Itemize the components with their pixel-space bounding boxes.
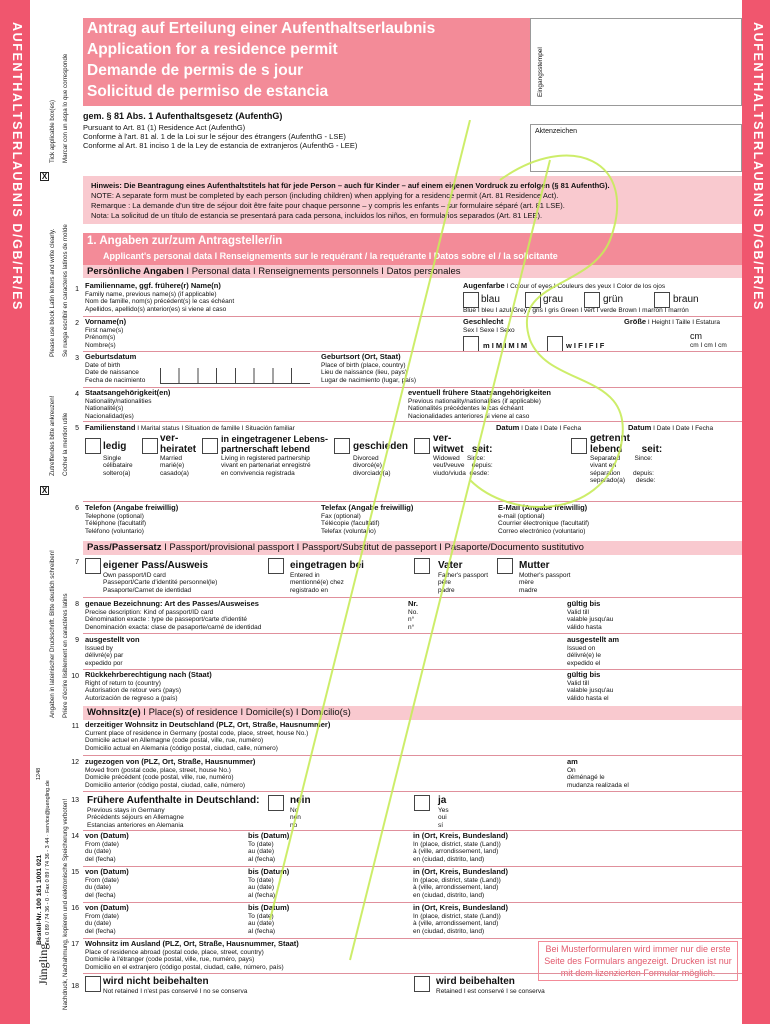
previous-stays-no-checkbox[interactable] (268, 795, 284, 811)
status-partnership-checkbox[interactable] (202, 438, 218, 454)
status-single-checkbox[interactable] (85, 438, 101, 454)
cross-example-icon: X (41, 486, 48, 495)
eyes-blue-checkbox[interactable] (463, 292, 479, 308)
mother-passport-translations: Mother's passport mère madre (519, 572, 571, 594)
passport-heading: Pass/Passersatz I Passport/provisional passport I Passport/Substitut de passeport I Pasaporte/Documento sustitutivo (87, 542, 584, 553)
birth-date-label: Geburtsdatum Date of birth Date de naissance Fecha de nacimiento (85, 352, 146, 384)
row-number: 11 (71, 723, 79, 730)
sex-female-checkbox[interactable] (547, 336, 563, 352)
passport-valid-label: gültig bis Valid till valable jusqu'au válido hasta (567, 599, 614, 631)
marital-date-label-2: Datum I Date I Date I Fecha (628, 423, 714, 432)
status-widowed-translations: Widowed Since: veuf/veuve depuis: viudo/viuda desde: (433, 455, 493, 477)
status-single: ledig (103, 441, 127, 452)
eye-color-translations: Blue I bleu I azul Grey I gris I gris Green I vert I verde Brown I marron I marrón (463, 307, 689, 314)
left-strip-title: AUFENTHALTSERLAUBNIS D/GB/FR/ES (10, 22, 24, 311)
email-label: E-Mail (Angabe freiwillig) e-mail (optional) Courrier électronique (facultatif) Correo electrónico (voluntario) (498, 503, 590, 535)
eyes-green-checkbox[interactable] (584, 292, 600, 308)
tick-example-icon: X (41, 172, 48, 181)
row-number: 1 (75, 286, 79, 293)
fax-label: Telefax (Angabe freiwillig) Fax (optional) Télécopie (facultatif) Telefax (voluntario) (321, 503, 414, 535)
status-divorced: geschieden (353, 441, 409, 452)
status-separated: getrennt lebend seit: (590, 433, 663, 455)
divider (83, 973, 742, 974)
side-instruction-block-es: Se ruega escribir en caracteres latinos de molde (62, 224, 69, 357)
entered-in: eingetragen bei (290, 560, 364, 571)
previous-stays-yes-translations: Yes oui sí (438, 807, 449, 829)
mother-passport-checkbox[interactable] (497, 558, 513, 574)
row-number: 17 (71, 941, 79, 948)
row-number: 3 (75, 355, 79, 362)
first-name-label: Vorname(n) First name(s) Prénom(s) Nombre(s) (85, 317, 127, 349)
stay-2-from-label: von (Datum) From (date) du (date) del (fecha) (85, 867, 129, 899)
title-de: Antrag auf Erteilung einer Aufenthaltserlaubnis (87, 20, 436, 37)
row-number: 15 (71, 869, 79, 876)
row-number: 7 (75, 559, 79, 566)
height-label: Größe I Height I Taille I Estatura (624, 317, 721, 326)
row-number: 2 (75, 320, 79, 327)
marital-date-label-1: Datum I Date I Date I Fecha (496, 423, 582, 432)
sex-female-label: w I F I F I F (566, 341, 605, 350)
moved-from-label: zugezogen von (PLZ, Ort, Straße, Hausnummer) Moved from (postal code, place, street, house No.) Domicile précédent (code postal, ville, rue, numéro) Domicilio anterior (código postal, ciudad, calle, número) (85, 757, 256, 789)
retained: wird beibehalten (436, 976, 515, 987)
mother-passport: Mutter (519, 560, 550, 571)
law-reference-fr: Conforme à l'art. 81 al. 1 de la Loi sur le séjour des étrangers (AufenthG - LSE) (83, 132, 346, 141)
title-en: Application for a residence permit (87, 41, 338, 58)
eye-color-label: Augenfarbe I Colour of eyes I Couleurs des yeux I Color de los ojos (463, 281, 666, 290)
status-widowed-checkbox[interactable] (414, 438, 430, 454)
own-passport-translations: Own passport/ID card Passeport/Carte d'identité personnel(le) Pasaporte/Carnet de identidad (103, 572, 218, 594)
father-passport: Vater (438, 560, 463, 571)
row-number: 10 (71, 673, 79, 680)
publisher-contact: Tel. 0 89 / 74 36 - 0 · Fax 0 89 / 74 36 - 3 44 · service@juengling.de (45, 780, 51, 945)
stay-3-to-label: bis (Datum) To (date) au (date) al (fecha) (248, 903, 290, 935)
row-number: 8 (75, 601, 79, 608)
divider (83, 351, 742, 352)
previous-stays-yes-checkbox[interactable] (414, 795, 430, 811)
father-passport-translations: Father's passport père padre (438, 572, 489, 594)
row-number: 16 (71, 905, 79, 912)
sex-label: Geschlecht Sex I Sexe I Sexo (463, 317, 515, 334)
status-widowed: ver- witwet seit: (433, 433, 493, 455)
not-retained-translations: Not retained I n'est pas conservé I no se conserva (103, 988, 248, 995)
row-number: 4 (75, 391, 79, 398)
stamp-label: Eingangsstempel (537, 47, 544, 97)
sex-male-label: m I M I M I M (483, 341, 528, 350)
status-divorced-translations: Divorced divorcé(e) divorciado(a) (353, 455, 391, 477)
law-reference-en: Pursuant to Art. 81 (1) Residence Act (AufenthG) (83, 123, 246, 132)
form-title-block (83, 18, 530, 106)
stay-1-from-label: von (Datum) From (date) du (date) del (fecha) (85, 831, 129, 863)
status-married: ver- heiratet (160, 433, 197, 455)
divider (83, 755, 742, 756)
residence-heading: Wohnsitz(e) I Place(s) of residence I Domicile(s) I Domicilio(s) (87, 707, 351, 718)
row-number: 5 (75, 425, 79, 432)
sample-form-notice: Bei Musterformularen wird immer nur die erste Seite des Formulars angezeigt. Drucken ist nur mit dem lizenzierten Formular möglich. (538, 941, 738, 981)
stay-2-to-label: bis (Datum) To (date) au (date) al (fecha) (248, 867, 290, 899)
side-tick-label: Tick applicable box(es) (49, 99, 56, 163)
file-number-label: Aktenzeichen (535, 128, 578, 135)
nationality-label: Staatsangehörigkeit(en) Nationality/nationalities Nationalité(s) Nacionalidad(es) (85, 388, 171, 420)
own-passport: eigener Pass/Ausweis (103, 560, 209, 571)
status-partnership: in eingetragener Lebens- partnerschaft lebend (221, 434, 329, 454)
not-retained: wird nicht beibehalten (103, 976, 209, 987)
eyes-brown-label: braun (673, 294, 699, 305)
marital-status-label: Familienstand I Marital status I Situation de famille I Situación familiar (85, 423, 295, 432)
side-instruction-latin-de: Angaben in lateinischer Druckschrift. Bitte deutlich schreiben! (49, 550, 56, 718)
copyright-notice: Nachdruck, Nachahmung, kopieren und elektronische Speicherung verboten! (62, 798, 69, 1010)
retained-checkbox[interactable] (414, 976, 430, 992)
hint-fr: Remarque : La demande d'un titre de séjour doit être faite pour chaque personne – y compris les enfants – sur formulaire séparé (art. 81 LSE). (91, 201, 565, 210)
file-number-field[interactable] (530, 124, 742, 172)
status-separated-translations: Separated Since: vivant en séparation depuis: separado(a) desde: (590, 455, 656, 485)
row-number: 18 (71, 983, 79, 990)
title-es: Solicitud de permiso de estancia (87, 83, 329, 100)
father-passport-checkbox[interactable] (414, 558, 430, 574)
section-1-subtitle: Applicant's personal data I Renseignements sur le requérant / la requérante I Datos sobre el / la solicitante (103, 251, 558, 261)
telephone-label: Telefon (Angabe freiwillig) Telephone (optional) Téléphone (facultatif) Teléfono (voluntario) (85, 503, 179, 535)
status-partnership-translations: Living in registered partnership vivant en partenariat enregistré en convivencia registrada (221, 455, 311, 477)
divider (83, 633, 742, 634)
status-married-checkbox[interactable] (142, 438, 158, 454)
row-number: 14 (71, 833, 79, 840)
previous-stays-no-translations: No non no (290, 807, 301, 829)
previous-stays-yes: ja (438, 795, 447, 806)
divider (83, 421, 742, 422)
stay-1-place-label: in (Ort, Kreis, Bundesland) In (place, district, state (Land)) à (ville, arrondissement, land) en (ciudad, distrito, land) (413, 831, 509, 863)
previous-stays-label: Frühere Aufenthalte in Deutschland: (87, 795, 260, 806)
hint-de: Hinweis: Die Beantragung eines Aufenthaltstitels hat für jede Person – auch für Kinder – auf einem eigenen Vordruck zu erfolgen (§ 81 AufenthG). (91, 181, 610, 190)
eyes-green-label: grün (603, 294, 624, 305)
height-unit-translations: cm I cm I cm (690, 342, 727, 349)
divider (83, 597, 742, 598)
law-reference-es: Conforme al Art. 81 inciso 1 de la Ley de estancia de extranjeros (AufenthG - LEE) (83, 141, 358, 150)
order-number: Bestell-Nr. 100 161 1001 021 (36, 854, 43, 945)
birth-date-input[interactable] (160, 368, 310, 384)
previous-stays-no: nein (290, 795, 311, 806)
side-instruction-block-en: Please use block Latin letters and write clearly. (49, 228, 56, 357)
birth-place-label: Geburtsort (Ort, Staat) Place of birth (place, country) Lieu de naissance (lieu, pays) Lugar de nacimiento (lugar, país) (321, 352, 417, 384)
right-strip-title: AUFENTHALTSERLAUBNIS D/GB/FR/ES (751, 22, 765, 311)
return-valid-label: gültig bis Valid till valable jusqu'au válido hasta el (567, 670, 614, 702)
side-cross-label-fr: Cocher la mention utile (62, 412, 69, 476)
personal-data-heading: Persönliche Angaben I Personal data I Renseignements personnels I Datos personales (87, 266, 461, 277)
passport-number-label: Nr. No. n° n° (408, 599, 419, 631)
eyes-grey-checkbox[interactable] (525, 292, 541, 308)
title-fr: Demande de permis de s jour (87, 62, 304, 79)
publisher-logo: Jüngling (36, 943, 50, 985)
eyes-grey-label: grau (543, 294, 564, 305)
retained-translations: Retained I est conservé I se conserva (436, 988, 545, 995)
not-retained-checkbox[interactable] (85, 976, 101, 992)
residence-abroad-label: Wohnsitz im Ausland (PLZ, Ort, Straße, Hausnummer, Staat) Place of residence abroad (postal code, place, street, country) Domicile à l'étranger (code postal, ville, rue, numéro, pays) Domicilio en el extranjero (código postal, ciudad, calle, número, país) (85, 939, 299, 971)
receipt-stamp-field[interactable] (530, 18, 742, 106)
row-number: 12 (71, 759, 79, 766)
status-single-translations: Single célibataire soltero(a) (103, 455, 133, 477)
form-code: 1248 (36, 767, 42, 780)
side-instruction-latin-fr: Prière d'écrire lisiblement en caractères latins (62, 593, 69, 718)
row-number: 9 (75, 637, 79, 644)
stay-3-from-label: von (Datum) From (date) du (date) del (fecha) (85, 903, 129, 935)
status-separated-checkbox[interactable] (571, 438, 587, 454)
family-name-label: Familienname, ggf. frühere(r) Name(n) Family name, previous name(s) (if applicable) Nom de famille, nom(s) précédent(s) le cas échéant Apellidos, apellido(s) anterior(es) si viene al caso (85, 281, 235, 313)
status-married-translations: Married marié(e) casado(a) (160, 455, 189, 477)
divider (83, 501, 742, 502)
issued-by-label: ausgestellt von Issued by délivré(e) par expedido por (85, 635, 140, 667)
side-cross-label: Zutreffendes bitte ankreuzen! (49, 395, 56, 476)
moved-on-label: am On déménagé le mudanza realizada el (567, 757, 629, 789)
row-number: 13 (71, 797, 79, 804)
sex-male-checkbox[interactable] (463, 336, 479, 352)
section-1-title: 1. Angaben zur/zum Antragsteller/in (87, 235, 283, 247)
previous-nationality-label: eventuell frühere Staatsangehörigkeiten Previous nationality/nationalities (if applicable) Nationalités précédentes le cas échéant Nacionalidades anteriores si viene al caso (408, 388, 551, 420)
current-residence-label: derzeitiger Wohnsitz in Deutschland (PLZ, Ort, Straße, Hausnummer) Current place of residence in Germany (postal code, place, street, house No.) Domicile actuel en Allemagne (code postal, ville, rue, numéro) Domicilio actual en Alemania (código postal, ciudad, calle, número) (85, 720, 331, 752)
eyes-blue-label: blau (481, 294, 500, 305)
divider (83, 791, 742, 792)
stay-1-to-label: bis (Datum) To (date) au (date) al (fecha) (248, 831, 290, 863)
previous-stays-translations: Previous stays in Germany Précédents séjours en Allemagne Estancias anteriores en Alemania (87, 807, 184, 829)
height-unit: cm (690, 331, 702, 341)
hint-en: NOTE: A separate form must be completed by each person (including children) when applying for a residence permit (Art. 81 Residence Act). (91, 191, 559, 200)
side-tick-label-es: Marcar con un aspa lo que corresponde (62, 53, 69, 163)
own-passport-checkbox[interactable] (85, 558, 101, 574)
stay-2-place-label: in (Ort, Kreis, Bundesland) In (place, district, state (Land)) à (ville, arrondissement, land) en (ciudad, distrito, land) (413, 867, 509, 899)
row-number: 6 (75, 505, 79, 512)
stay-3-place-label: in (Ort, Kreis, Bundesland) In (place, district, state (Land)) à (ville, arrondissement, land) en (ciudad, distrito, land) (413, 903, 509, 935)
status-divorced-checkbox[interactable] (334, 438, 350, 454)
passport-type-label: genaue Bezeichnung: Art des Passes/Ausweises Precise description: Kind of passport/ID card Dénomination exacte : type de passeport/carte d'identité Denominación exacta: clase de pasaporte/carné de identidad (85, 599, 262, 631)
hint-es: Nota: La solicitud de un título de estancia se presentará para cada persona, incluidos los niños, en formularios separados (Art. 81 LEE). (91, 211, 543, 220)
entered-in-translations: Entered in mentionné(e) chez registrado en (290, 572, 344, 594)
law-reference: gem. § 81 Abs. 1 Aufenthaltsgesetz (AufenthG) (83, 111, 283, 121)
return-right-label: Rückkehrberechtigung nach (Staat) Right of return to (country) Autorisation de retour vers (pays) Autorización de regreso a (país) (85, 670, 212, 702)
issued-on-label: ausgestellt am Issued on délivré(e) le expedido el (567, 635, 620, 667)
entered-in-checkbox[interactable] (268, 558, 284, 574)
eyes-brown-checkbox[interactable] (654, 292, 670, 308)
